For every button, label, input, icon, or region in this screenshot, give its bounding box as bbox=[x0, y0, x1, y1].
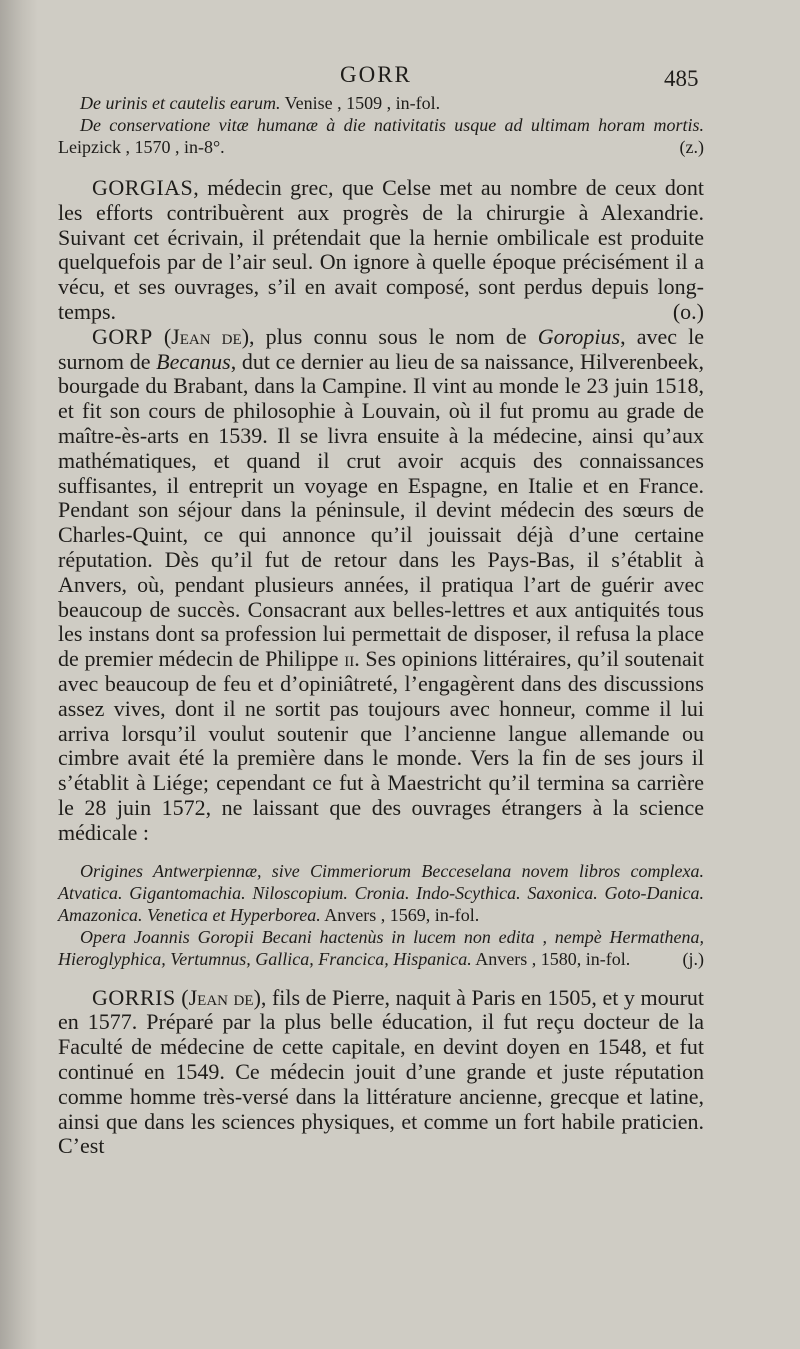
regnal-number: ii bbox=[344, 646, 355, 672]
bibliography-entry bbox=[58, 92, 704, 114]
entry-text: ), fils de Pierre, naquit à Paris en 1505, et y mourut en 1577. Préparé par la plus belle éducation, il fut reçu docteur de la Faculté de médecine de cette capitale, en devint doyen en 1548, et fut continué en 1549. Ce médecin jouit d’une grande et juste réputation comme homme très-versé dans la littérature ancienne, grecque et latine, ainsi que dans les sciences physiques, et comme un fort habile praticien. C’est bbox=[58, 984, 705, 1159]
entry-text: , dut ce dernier au lieu de sa naissance, Hilverenbeek, bourgade du Brabant, dans la Campine. Il vint au monde le 23 juin 1518, et fit son cours de philosophie à Louvain, où il fut promu au grade de maître-ès-arts en 1539. Il se livra ensuite à la médecine, ainsi qu’aux mathématiques, et quand il crut avoir acquis des connaissances suffisantes, il entreprit un voyage en Espagne, en Italie et en France. Pendant son séjour dans la péninsule, il devint médecin des sœurs de Charles-Quint, ce qui annonce qu’il jouissait déjà d’une certaine réputation. Dès qu’il fut de retour dans les Pays-Bas, il s’établit à Anvers, où, pendant plusieurs années, il pratiqua l’art de guérir avec beaucoup de succès. Consacrant aux belles-lettres et aux antiquités tous les instans dont sa profession lui permettait de disposer, il refusa la place de premier médecin de Philippe bbox=[58, 348, 704, 672]
work-title: De conservatione vitæ humanæ à die nativitatis usque ad ultimam horam mortis. bbox=[80, 115, 704, 135]
entry-text: . Ses opinions littéraires, qu’il soutenait avec beaucoup de feu et d’opiniâtreté, l’engagèrent dans des discussions assez vives, dont il ne sortit pas toujours avec honneur, comme il lui arriva lorsqu’il voulut soutenir que l’ancienne langue allemande ou cimbre avait été la première dans le monde. Vers la fin de ses jours il s’établit à Liége; cependant ce fut à Maestricht qu’il termina sa carrière le 28 juin 1572, ne laissant que des ouvrages étrangers à la science médicale : bbox=[58, 646, 704, 845]
author-initial: (j.) bbox=[682, 948, 704, 969]
latin-surname: Becanus bbox=[156, 348, 231, 374]
entry-headword: GORP bbox=[92, 323, 153, 349]
bibliography-entry bbox=[58, 860, 704, 926]
bibliography-list bbox=[58, 860, 704, 970]
entry-text: , médecin grec, que Celse met au nombre de ceux dont les efforts contribuèrent aux progrès de la chirurgie à Alexandrie. Suivant cet écrivain, il prétendait que la hernie ombilicale est produite quelquefois par de l’air seul. On ignore à quelle époque précisément il a vécu, et ses ouvrages, s’il en avait composé, sont perdus depuis long-temps. bbox=[58, 175, 704, 324]
author-initial: (o.) bbox=[672, 298, 704, 324]
entry-headword: GORGIAS bbox=[92, 175, 194, 200]
entry-gorgias bbox=[58, 176, 704, 325]
latin-name: Goropius bbox=[537, 323, 621, 349]
work-title: De urinis et cautelis earum. bbox=[80, 93, 281, 113]
entry-text: ), plus connu sous le nom de bbox=[241, 323, 538, 349]
work-imprint: Venise , 1509 , in-fol. bbox=[280, 93, 441, 113]
entry-given-name: Jean de bbox=[171, 323, 242, 349]
page-gutter-shadow bbox=[0, 0, 38, 1349]
entry-headword: GORRIS bbox=[92, 984, 176, 1010]
page-content bbox=[58, 92, 704, 1159]
entry-gorp: GORP (Jean de), plus connu sous le nom de Goropius, avec le surnom de Becanus, dut ce dernier au lieu de sa naissance, Hilverenbeek, bourgade du Brabant, dans la Campine. Il vint au monde le 23 juin 1518, et fit son cours de philosophie à Louvain, où il fut promu au grade de maître-ès-arts en 1539. Il se livra ensuite à la médecine, ainsi qu’aux mathématiques, et quand il crut avoir acquis des connaissances suffisantes, il entreprit un voyage en Espagne, en Italie et en France. Pendant son séjour dans la péninsule, il devint médecin des sœurs de Charles-Quint, ce qui annonce qu’il jouissait déjà d’une certaine réputation. Dès qu’il fut de retour dans les Pays-Bas, il s’établit à Anvers, où, pendant plusieurs années, il pratiqua l’art de guérir avec beaucoup de succès. Consacrant aux belles-lettres et aux antiquités tous les instans dont sa profession lui permettait de disposer, il refusa la place de premier médecin de Philippe ii. Ses opinions littéraires, qu’il soutenait avec beaucoup de feu et d’opiniâtreté, l’engagèrent dans des discussions assez vives, dont il ne sortit pas toujours avec honneur, comme il lui arriva lorsqu’il voulut soutenir que l’ancienne langue allemande ou cimbre avait été la première dans le monde. Vers la fin de ses jours il s’établit à Liége; cependant ce fut à Maestricht qu’il termina sa carrière le 28 juin 1572, ne laissant que des ouvrages étrangers à la science médicale : bbox=[58, 323, 705, 845]
running-head: GORR bbox=[340, 62, 412, 87]
author-initial: (z.) bbox=[679, 137, 704, 157]
work-imprint: Anvers , 1580, in-fol. bbox=[471, 948, 631, 969]
entry-gorris: GORRIS (Jean de), fils de Pierre, naquit à Paris en 1505, et y mourut en 1577. Préparé par la plus belle éducation, il fut reçu docteur de la Faculté de médecine de cette capitale, en devint doyen en 1548, et fut continué en 1549. Ce médecin jouit d’une grande et juste réputation comme homme très-versé dans la littérature ancienne, grecque et latine, ainsi que dans les sciences physiques, et comme un fort habile praticien. C’est bbox=[58, 984, 705, 1159]
work-title: Opera Joannis Goropii Becani hactenùs in lucem non edita , nempè Hermathena, Hieroglyphica, Vertumnus, Gallica, Francica, Hispanica. bbox=[58, 926, 704, 969]
bibliography-entry bbox=[58, 926, 704, 970]
work-title: Origines Antwerpiennæ, sive Cimmeriorum Becceselana novem libros complexa. Atvatica. Gigantomachia. Niloscopium. Cronia. Indo-Scythica. Saxonica. Goto-Danica. Amazonica. Venetica et Hyperborea. bbox=[58, 860, 704, 925]
bibliography-entry bbox=[58, 114, 704, 158]
entry-given-name: Jean de bbox=[188, 984, 254, 1010]
work-imprint: Anvers , 1569, in-fol. bbox=[320, 904, 480, 925]
entry-text: , avec le surnom de bbox=[58, 323, 705, 374]
page-number: 485 bbox=[664, 66, 699, 91]
work-imprint: Leipzick , 1570 , in-8°. bbox=[58, 137, 225, 157]
